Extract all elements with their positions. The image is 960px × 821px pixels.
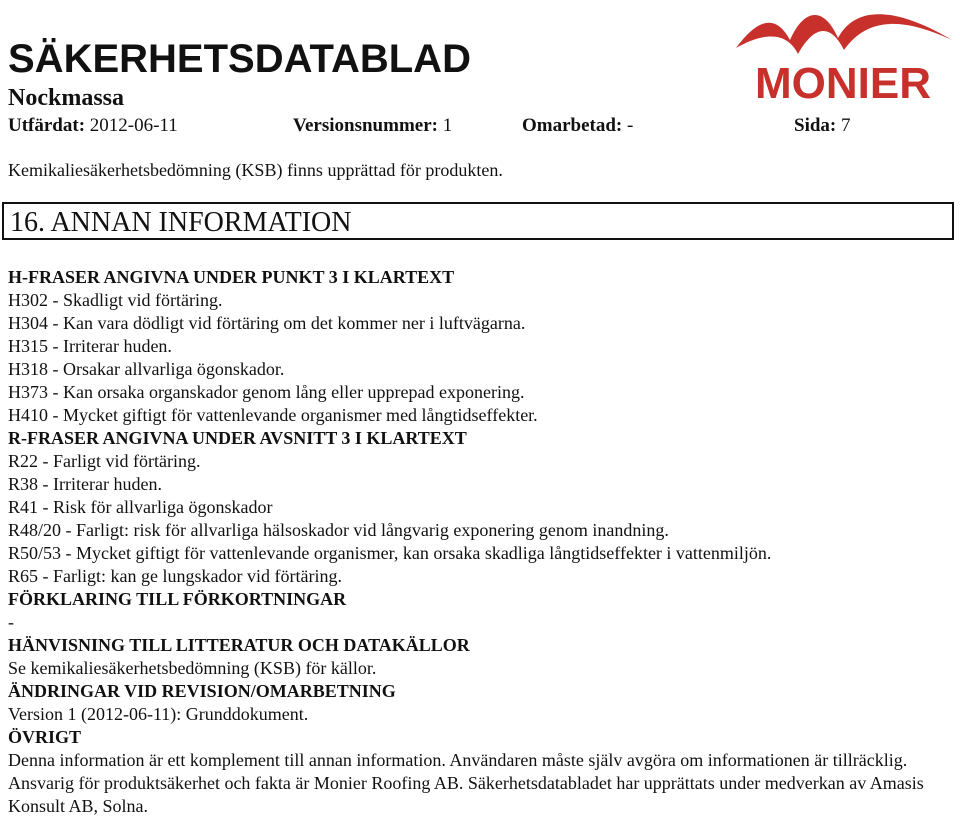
h-phrase-item: H302 - Skadligt vid förtäring.	[8, 290, 223, 310]
version-field	[293, 114, 452, 138]
section-content	[8, 266, 954, 818]
revision-text: Version 1 (2012-06-11): Grunddokument.	[8, 704, 309, 724]
page-value: 7	[841, 115, 851, 136]
r-phrase-item: R41 - Risk för allvarliga ögonskador	[8, 497, 273, 517]
issued-label: Utfärdat:	[8, 115, 86, 136]
r-phrase-item: R22 - Farligt vid förtäring.	[8, 451, 201, 471]
h-phrase-item: H318 - Orsakar allvarliga ögonskador.	[8, 359, 285, 379]
h-phrase-item: H304 - Kan vara dödligt vid förtäring om det kommer ner i luftvägarna.	[8, 313, 526, 333]
document-title: SÄKERHETSDATABLAD	[8, 37, 471, 81]
revised-value: -	[627, 115, 634, 136]
issued-field	[8, 114, 178, 138]
logo-wordmark: MONIER	[755, 59, 931, 108]
revision-heading: ÄNDRINGAR VID REVISION/OMARBETNING	[8, 681, 396, 701]
product-name: Nockmassa	[8, 85, 125, 111]
page-number-field	[794, 114, 851, 138]
document-meta-row	[8, 114, 868, 138]
section-title: 16. ANNAN INFORMATION	[10, 207, 352, 238]
references-heading: HÄNVISNING TILL LITTERATUR OCH DATAKÄLLOR	[8, 635, 470, 655]
issued-value: 2012-06-11	[89, 115, 178, 136]
other-heading: ÖVRIGT	[8, 727, 82, 747]
h-phrase-item: H410 - Mycket giftigt för vattenlevande organismer med långtidseffekter.	[8, 405, 538, 425]
ksb-statement: Kemikaliesäkerhetsbedömning (KSB) finns upprättad för produkten.	[8, 160, 503, 180]
section-header-box	[2, 202, 954, 240]
version-value: 1	[442, 115, 453, 136]
monier-logo	[728, 4, 958, 108]
other-text: Denna information är ett komplement till annan information. Användaren måste själv avgöra om informationen är tillräcklig. Ansvarig för produktsäkerhet och fakta är Monier Roofing AB. Säkerhetsdatabladet har upprättats under medverkan av Amasis Konsult AB, Solna.	[8, 750, 924, 816]
r-phrase-item: R48/20 - Farligt: risk för allvarliga hälsoskador vid långvarig exponering genom inandning.	[8, 520, 669, 540]
r-phrase-item: R50/53 - Mycket giftigt för vattenlevande organismer, kan orsaka skadliga långtidseffekter i vattenmiljön.	[8, 543, 772, 563]
abbreviations-heading: FÖRKLARING TILL FÖRKORTNINGAR	[8, 589, 347, 609]
r-phrase-item: R65 - Farligt: kan ge lungskador vid förtäring.	[8, 566, 342, 586]
h-phrase-item: H373 - Kan orsaka organskador genom lång eller upprepad exponering.	[8, 382, 525, 402]
h-phrase-item: H315 - Irriterar huden.	[8, 336, 172, 356]
references-text: Se kemikaliesäkerhetsbedömning (KSB) för källor.	[8, 658, 377, 678]
r-phrases-heading: R-FRASER ANGIVNA UNDER AVSNITT 3 I KLARTEXT	[8, 428, 467, 448]
page-label: Sida:	[794, 115, 837, 136]
revised-field	[522, 114, 633, 138]
abbreviations-text: -	[8, 612, 14, 632]
version-label: Versionsnummer:	[293, 115, 438, 136]
revised-label: Omarbetad:	[522, 115, 623, 136]
r-phrase-item: R38 - Irriterar huden.	[8, 474, 162, 494]
roof-swoosh-icon	[736, 14, 952, 54]
h-phrases-heading: H-FRASER ANGIVNA UNDER PUNKT 3 I KLARTEXT	[8, 267, 455, 287]
